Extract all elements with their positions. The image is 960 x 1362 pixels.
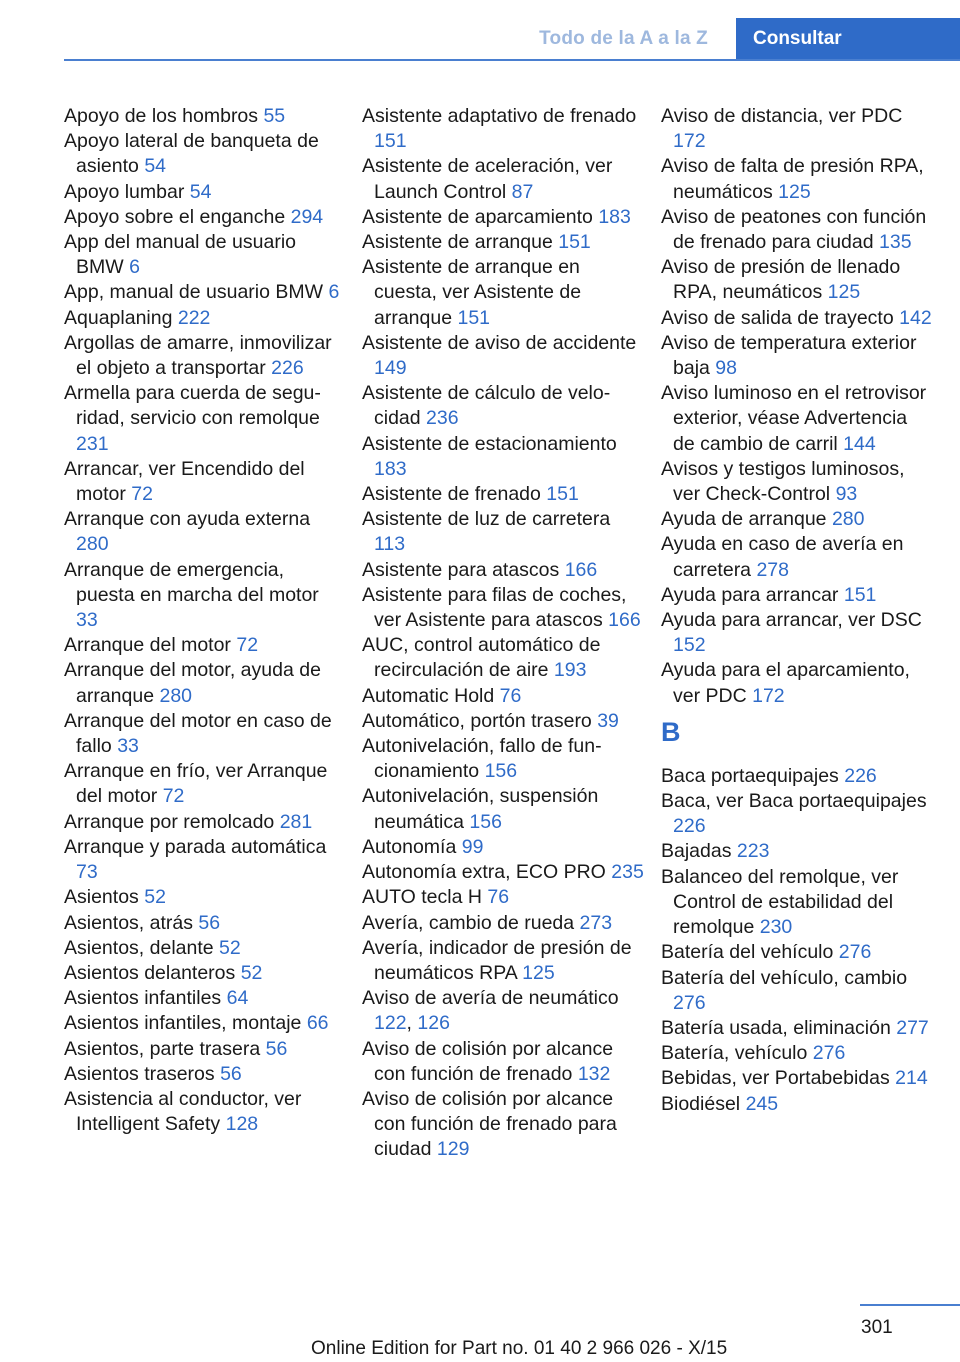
index-entry: [64, 936, 340, 961]
page-reference-link[interactable]: 66: [306, 1012, 329, 1035]
index-term: Asistente de luz de carretera: [362, 508, 611, 531]
index-term: Batería, vehículo: [661, 1042, 813, 1065]
index-entry: [64, 180, 340, 205]
page-reference-link[interactable]: 64: [226, 987, 249, 1010]
index-entry: [661, 1092, 934, 1117]
index-term: Aviso luminoso en el retrovisor exterior, véase Advertencia de cambio de carril: [661, 382, 927, 455]
index-term: Arranque por remolcado: [64, 810, 280, 833]
page-reference-link[interactable]: 87: [511, 180, 534, 203]
page-reference-link[interactable]: 223: [736, 840, 770, 863]
index-term: Asientos: [64, 886, 145, 909]
index-term: Arranque del motor en caso de fallo: [64, 709, 332, 758]
page-reference-link[interactable]: 222: [177, 306, 211, 329]
index-term: Asistente de aviso de accidente: [362, 331, 637, 354]
index-entry: [661, 104, 934, 154]
index-term: Ayuda de arranque: [661, 508, 832, 531]
page-reference-link[interactable]: 172: [752, 684, 785, 707]
index-entry: [64, 658, 340, 708]
page-reference-link[interactable]: 281: [279, 810, 313, 833]
index-entry: [362, 154, 644, 204]
page-reference-link[interactable]: 99: [461, 835, 484, 858]
page-reference-link[interactable]: 126: [417, 1012, 450, 1035]
page-reference-link[interactable]: 132: [577, 1062, 611, 1085]
index-term: Asistente de estacionamiento: [362, 432, 617, 455]
index-entry: [661, 1016, 934, 1041]
index-entry: [661, 381, 934, 457]
index-entry: [362, 230, 644, 255]
index-entry: [362, 860, 644, 885]
page-reference-link[interactable]: 125: [522, 961, 555, 984]
header-section-title: Todo de la A a la Z: [539, 28, 708, 49]
index-term: Asistente para filas de coches, ver Asistente para atascos: [362, 583, 627, 632]
page-reference-link[interactable]: 128: [225, 1113, 259, 1136]
page-reference-link[interactable]: 156: [469, 810, 502, 833]
index-column-2: [362, 104, 644, 1163]
index-entry: [362, 784, 644, 834]
index-entry: Aviso de avería de neumático 122, 126: [362, 987, 619, 1035]
page-reference-link[interactable]: 56: [265, 1037, 288, 1060]
header-rule: [64, 59, 960, 61]
index-term: Arranque en frío, ver Arranque del motor: [64, 760, 328, 808]
index-term: Batería del vehículo, cambio: [661, 966, 908, 989]
index-term: Bebidas, ver Portabebidas: [661, 1067, 896, 1090]
page-reference-link[interactable]: 125: [778, 180, 811, 203]
index-term: Asientos traseros: [64, 1062, 221, 1085]
index-term: Asistente de arranque: [362, 231, 559, 254]
index-entry: [661, 331, 934, 381]
index-entry: [362, 331, 644, 381]
index-term: Bajadas: [661, 840, 737, 863]
index-entry: [64, 457, 340, 507]
index-entry: [362, 734, 644, 784]
page-reference-link[interactable]: 276: [838, 941, 872, 964]
page-reference-link[interactable]: 72: [131, 483, 153, 506]
index-entry: [661, 1041, 934, 1066]
index-term: Asistente adaptativo de frenado: [362, 105, 637, 127]
index-entry: [64, 280, 340, 305]
index-entry: [661, 532, 934, 582]
index-entry: [362, 835, 644, 860]
index-entry: [64, 835, 340, 885]
page-reference-link[interactable]: 152: [673, 634, 706, 657]
index-entry: [64, 1037, 340, 1062]
page-reference-link[interactable]: 125: [827, 281, 861, 304]
page-reference-link[interactable]: 277: [896, 1016, 929, 1039]
index-term: Ayuda en caso de avería en carretera: [661, 533, 904, 581]
index-entry: [64, 381, 340, 457]
header-tab-consultar[interactable]: Consultar: [736, 18, 960, 61]
page-reference-link[interactable]: 52: [240, 961, 263, 984]
index-entry: [64, 129, 340, 179]
index-term: AUTO tecla H: [362, 886, 488, 909]
index-term: Asientos, atrás: [64, 911, 199, 934]
page-reference-link[interactable]: 33: [117, 735, 139, 758]
page-reference-link[interactable]: 183: [598, 205, 631, 228]
index-term: Aviso de colisión por alcance con función de frenado para ciudad: [362, 1087, 617, 1161]
index-entry: [362, 1037, 644, 1087]
index-entry: [64, 1011, 340, 1036]
page-reference-link[interactable]: 193: [553, 659, 587, 682]
index-term: Aviso de colisión por alcance con función de frenado: [362, 1037, 614, 1085]
page-reference-link[interactable]: 76: [487, 886, 510, 909]
index-entry: [362, 205, 644, 230]
index-entry: [661, 154, 934, 204]
page-reference-link[interactable]: 172: [673, 130, 706, 153]
page-reference-link[interactable]: 52: [144, 886, 166, 909]
index-entry: [64, 633, 340, 658]
index-entry: [64, 205, 340, 230]
page-reference-link[interactable]: 276: [812, 1042, 846, 1065]
index-term: Aviso de salida de trayecto: [661, 306, 900, 329]
index-entry: [362, 104, 644, 154]
index-term: Arranque del motor, ayuda de arranque: [64, 659, 321, 707]
index-entry: [64, 709, 340, 759]
index-entry: [64, 1087, 340, 1137]
index-entry: [362, 558, 644, 583]
page-reference-link[interactable]: 276: [673, 991, 706, 1014]
index-entry: [362, 885, 644, 910]
index-entry: [362, 432, 644, 482]
page-reference-link[interactable]: 280: [159, 684, 193, 707]
page-reference-link[interactable]: 294: [290, 205, 324, 228]
page-reference-link[interactable]: 142: [899, 306, 932, 329]
index-entry: [661, 789, 934, 839]
page-reference-link[interactable]: 144: [843, 432, 876, 455]
page-reference-link[interactable]: 56: [198, 911, 221, 934]
index-term: Asistencia al conductor, ver Intelligent Safety: [64, 1087, 302, 1136]
index-term: Arranque con ayuda externa: [64, 508, 311, 531]
index-term: Asistente de frenado: [362, 483, 547, 506]
index-entry: [362, 255, 644, 331]
index-entry: [64, 104, 340, 129]
index-entry: [64, 306, 340, 331]
index-term: Apoyo lateral de banqueta de asiento: [64, 130, 319, 178]
index-entry: [661, 507, 934, 532]
index-term: Batería del vehículo: [661, 941, 839, 964]
index-term: Arranque de emergencia, puesta en marcha del motor: [64, 558, 319, 606]
page-reference-link[interactable]: 151: [546, 483, 579, 506]
index-term: Asistente de aparcamiento: [362, 205, 599, 228]
index-entry: [64, 759, 340, 809]
index-term: Ayuda para arrancar, ver DSC: [661, 609, 922, 632]
index-term: Autonomía extra, ECO PRO: [362, 861, 612, 884]
page-reference-link[interactable]: 214: [895, 1067, 928, 1090]
index-entry: [362, 936, 644, 986]
index-term: Asientos, delante: [64, 936, 220, 959]
index-term: Apoyo de los hombros: [64, 105, 264, 127]
index-entry: [661, 583, 934, 608]
index-term: Asistente de arranque en cuesta, ver Asistente de arranque: [362, 256, 582, 329]
index-term: Avería, cambio de rueda: [362, 911, 580, 934]
index-term: Baca, ver Baca portaequipajes: [661, 790, 927, 813]
index-entry: [661, 658, 934, 708]
page-reference-link[interactable]: 151: [374, 130, 407, 153]
index-column-1: [64, 104, 340, 1137]
index-term: Avisos y testigos luminosos, ver Check-Control: [661, 457, 905, 506]
page-reference-link[interactable]: 135: [879, 231, 912, 254]
page-reference-link[interactable]: 39: [597, 709, 619, 732]
index-term: Arrancar, ver Encendido del motor: [64, 457, 305, 506]
page-reference-link[interactable]: 73: [76, 861, 98, 884]
index-term: Aviso de peatones con función de frenado para ciudad: [661, 205, 927, 254]
index-term: Aviso de presión de llenado RPA, neumáticos: [661, 256, 901, 304]
index-entry: [661, 764, 934, 789]
page-reference-link[interactable]: 166: [564, 558, 598, 581]
index-entry: [661, 966, 934, 1016]
index-term: Autonivelación, suspensión neumática: [362, 785, 599, 833]
index-term: Avería, indicador de presión de neumáticos RPA: [362, 936, 632, 984]
index-term: Apoyo lumbar: [64, 180, 190, 203]
page-reference-link[interactable]: 93: [835, 483, 858, 506]
page-reference-link[interactable]: 129: [436, 1138, 470, 1161]
page-reference-link[interactable]: 98: [715, 357, 737, 380]
page-reference-link[interactable]: 56: [220, 1062, 242, 1085]
index-term: Asientos, parte trasera: [64, 1037, 266, 1060]
page-reference-link[interactable]: 226: [271, 357, 304, 380]
index-entry: [661, 940, 934, 965]
page-number: 301: [861, 1317, 893, 1338]
page-reference-link[interactable]: 151: [457, 306, 491, 329]
page-reference-link[interactable]: 278: [756, 558, 789, 581]
index-entry: [362, 507, 644, 557]
index-term: Ayuda para el aparcamiento, ver PDC: [661, 659, 910, 707]
index-term: Aviso de distancia, ver PDC: [661, 105, 903, 127]
page-reference-link[interactable]: 76: [499, 684, 522, 707]
index-entry: [362, 684, 644, 709]
index-term: Automatic Hold: [362, 684, 500, 707]
page-reference-link[interactable]: 6: [129, 256, 140, 279]
index-term: Aviso de temperatura exterior baja: [661, 331, 917, 380]
index-term: Argollas de amarre, inmovilizar el objeto a transportar: [64, 331, 332, 380]
index-entry: [362, 911, 644, 936]
index-term: Asientos infantiles: [64, 987, 227, 1010]
index-entry: [661, 608, 934, 658]
index-term: Armella para cuerda de seguridad, servicio con remolque: [64, 382, 321, 430]
page-reference-link[interactable]: 52: [219, 936, 241, 959]
index-term: Aquaplaning: [64, 306, 178, 329]
index-entry: [661, 839, 934, 864]
index-term: Asistente para atascos: [362, 558, 565, 581]
index-entry: [661, 255, 934, 305]
footer-edition: Online Edition for Part no. 01 40 2 966 026 - X/15: [311, 1338, 728, 1359]
index-term: Balanceo del remolque, ver Control de estabilidad del remolque: [661, 865, 899, 939]
page-reference-link[interactable]: 226: [844, 764, 877, 787]
page-reference-link[interactable]: 55: [263, 105, 286, 127]
page-reference-link[interactable]: 33: [76, 609, 98, 632]
page-reference-link[interactable]: 245: [745, 1092, 779, 1115]
page-reference-link[interactable]: 280: [76, 533, 109, 556]
page-reference-link[interactable]: 226: [673, 815, 706, 838]
index-entry: [64, 230, 340, 280]
index-entry: [362, 482, 644, 507]
index-entry: [661, 205, 934, 255]
index-column-3: [661, 104, 934, 1117]
index-term: Asistente de aceleración, ver Launch Control: [362, 155, 613, 203]
index-entry: [362, 1087, 644, 1163]
index-term: Batería usada, eliminación: [661, 1016, 897, 1039]
index-entry: [661, 457, 934, 507]
index-term: Asientos infantiles, montaje: [64, 1012, 307, 1035]
index-term: Automático, portón trasero: [362, 709, 598, 732]
index-term: Baca portaequipajes: [661, 764, 845, 787]
index-term: Biodiésel: [661, 1092, 746, 1115]
index-entry: [661, 865, 934, 941]
index-entry: [362, 381, 644, 431]
index-entry: [362, 633, 644, 683]
page-reference-link[interactable]: 72: [162, 785, 185, 808]
page-reference-link[interactable]: 113: [374, 533, 406, 556]
index-entry: [362, 583, 644, 633]
page-reference-link[interactable]: 6: [328, 281, 340, 304]
index-entry: [64, 961, 340, 986]
index-term: App, manual de usuario BMW: [64, 281, 329, 304]
index-entry: [64, 331, 340, 381]
page-reference-link[interactable]: 235: [611, 861, 644, 884]
page-reference-link[interactable]: 72: [236, 634, 259, 657]
index-term: Arranque y parada automática: [64, 835, 327, 858]
page-reference-link[interactable]: 54: [144, 155, 167, 178]
index-entry: [362, 709, 644, 734]
index-term: Apoyo sobre el enganche: [64, 205, 291, 228]
page-reference-link[interactable]: 166: [608, 609, 641, 632]
page-reference-link[interactable]: 231: [76, 432, 109, 455]
index-entry: [64, 911, 340, 936]
index-entry: [64, 558, 340, 634]
index-entry: [64, 810, 340, 835]
index-entry: [64, 507, 340, 557]
page-reference-link[interactable]: 183: [374, 457, 407, 480]
index-term: Aviso de falta de presión RPA, neumáticos: [661, 155, 924, 203]
index-term: Asistente de cálculo de velocidad: [362, 382, 611, 430]
page-reference-link[interactable]: 156: [484, 760, 518, 783]
index-entry: [661, 306, 934, 331]
page-reference-link[interactable]: 230: [759, 916, 793, 939]
index-term: Autonivelación, fallo de funcionamiento: [362, 735, 602, 783]
page-reference-link[interactable]: 149: [374, 357, 407, 380]
index-entry: [64, 885, 340, 910]
page-reference-link[interactable]: 273: [579, 911, 613, 934]
index-term: Ayuda para arrancar: [661, 583, 844, 606]
index-entry: [64, 1062, 340, 1087]
footer-rule: [860, 1304, 960, 1306]
page-reference-link[interactable]: 236: [426, 407, 459, 430]
index-term: AUC, control automático de recirculación de aire: [362, 634, 601, 682]
page-reference-link[interactable]: 54: [189, 180, 212, 203]
index-term: Autonomía: [362, 835, 462, 858]
index-letter-heading: B: [661, 716, 681, 747]
index-term: Aviso de avería de neumático: [362, 987, 619, 1010]
index-term: Arranque del motor: [64, 634, 237, 657]
index-entry: [661, 1066, 934, 1091]
page-reference-link[interactable]: 280: [831, 508, 865, 531]
index-entry: [64, 986, 340, 1011]
index-term: Asientos delanteros: [64, 961, 241, 984]
index-term: App del manual de usuario BMW: [64, 231, 296, 279]
page-reference-link[interactable]: 122: [374, 1012, 407, 1035]
page-reference-link[interactable]: 151: [558, 231, 591, 254]
page-reference-link[interactable]: 151: [843, 583, 877, 606]
